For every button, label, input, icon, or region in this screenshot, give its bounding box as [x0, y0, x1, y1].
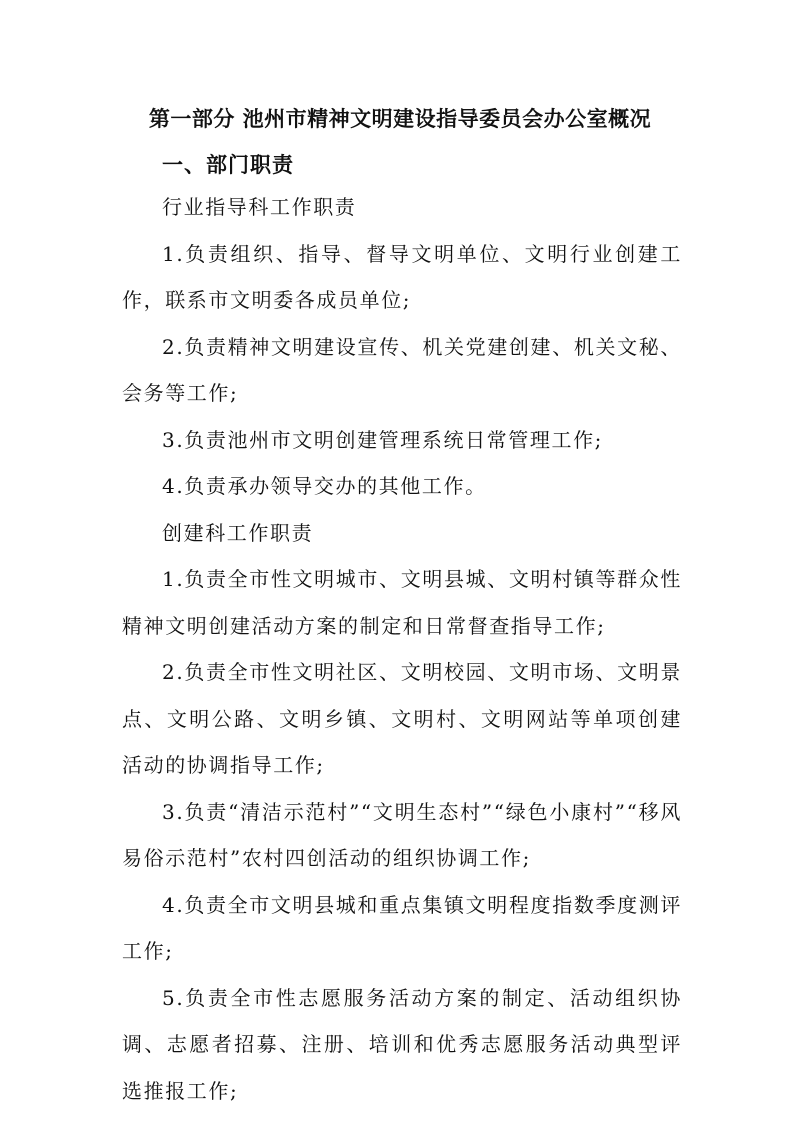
- office-heading: 行业指导科工作职责: [162, 195, 357, 219]
- office-heading: 创建科工作职责: [162, 520, 314, 545]
- duty-paragraph: 3.负责池州市文明创建管理系统日常管理工作;: [162, 427, 604, 452]
- duty-paragraph: 4.负责承办领导交办的其他工作。: [162, 474, 487, 498]
- duty-paragraph: 1.负责组织、指导、督导文明单位、文明行业创建工作，联系市文明委各成员单位;: [122, 241, 682, 312]
- duty-paragraph: 1.负责全市性文明城市、文明县城、文明村镇等群众性精神文明创建活动方案的制定和日常督查指导工作;: [122, 567, 682, 638]
- duty-paragraph: 3.负责“清洁示范村”“文明生态村”“绿色小康村”“移风易俗示范村”农村四创活动的组织协调工作;: [122, 799, 682, 870]
- duty-paragraph: 2.负责全市性文明社区、文明校园、文明市场、文明景点、文明公路、文明乡镇、文明村、文明网站等单项创建活动的协调指导工作;: [122, 660, 682, 777]
- duty-paragraph: 5.负责全市性志愿服务活动方案的制定、活动组织协调、志愿者招募、注册、培训和优秀志愿服务活动典型评选推报工作;: [122, 985, 682, 1103]
- duty-paragraph: 4.负责全市文明县城和重点集镇文明程度指数季度测评工作;: [122, 892, 682, 963]
- document-body: [122, 184, 682, 1114]
- duty-paragraph: 2.负责精神文明建设宣传、机关党建创建、机关文秘、会务等工作;: [122, 334, 682, 405]
- page-title: 第一部分 池州市精神文明建设指导委员会办公室概况: [148, 107, 652, 131]
- section-heading: 一、部门职责: [162, 153, 294, 177]
